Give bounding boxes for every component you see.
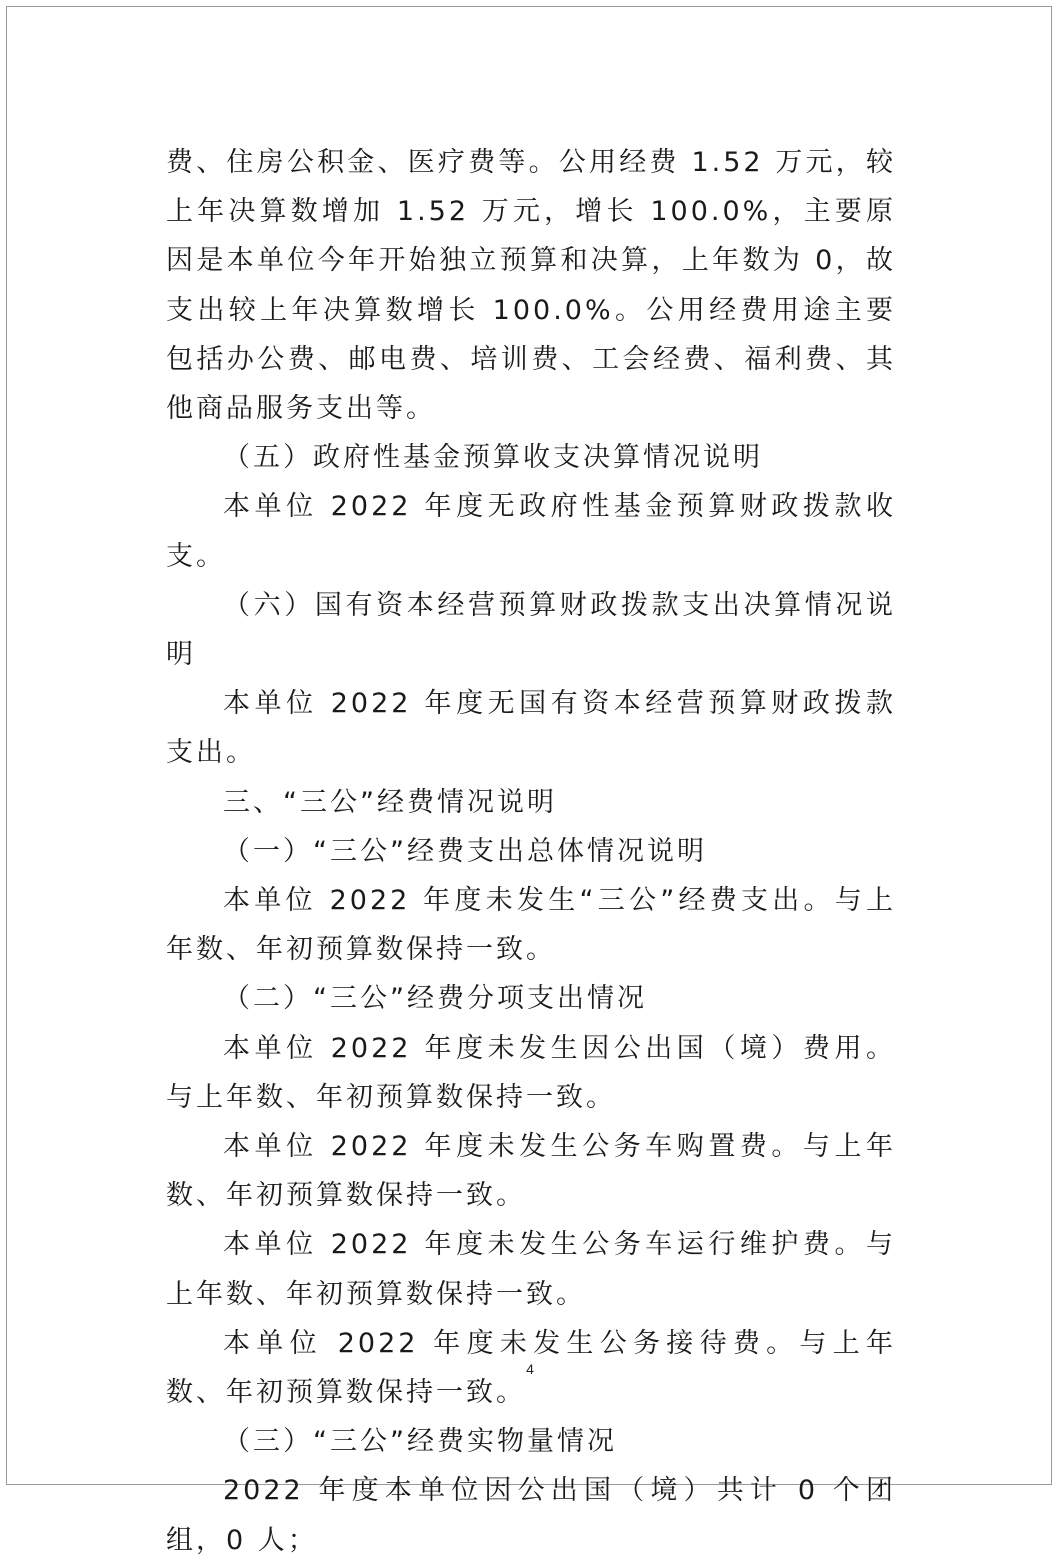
paragraph-vehicle-purchase: 本单位 2022 年度未发生公务车购置费。与上年数、年初预算数保持一致。 [166, 1131, 896, 1212]
paragraph-public-expenses: 费、住房公积金、医疗费等。公用经费 1.52 万元，较上年决算数增加 1.52 万元，增长 100.0%，主要原因是本单位今年开始独立预算和决算，上年数为 0，故支出较上年决算数增长 100.0%。公用经费用途主要包括办公费、邮电费、培训费、工会经费、福利费、其他商品服务支出等。 [166, 147, 896, 425]
paragraph-government-fund: 本单位 2022 年度无政府性基金预算财政拨款收支。 [166, 491, 896, 572]
paragraph-vehicle-maintenance: 本单位 2022 年度未发生公务车运行维护费。与上年数、年初预算数保持一致。 [166, 1229, 896, 1310]
heading-government-fund: （五）政府性基金预算收支决算情况说明 [223, 442, 763, 474]
heading-physical-quantity: （三）“三公”经费实物量情况 [223, 1426, 617, 1458]
heading-three-public: 三、“三公”经费情况说明 [223, 786, 557, 818]
paragraph-physical-quantity: 2022 年度本单位因公出国（境）共计 0 个团组，0 人； [166, 1475, 896, 1556]
heading-three-public-itemized: （二）“三公”经费分项支出情况 [223, 983, 647, 1015]
paragraph-reception: 本单位 2022 年度未发生公务接待费。与上年数、年初预算数保持一致。 [166, 1327, 896, 1409]
paragraph-state-capital: 本单位 2022 年度无国有资本经营预算财政拨款支出。 [166, 688, 896, 769]
heading-three-public-overall: （一）“三公”经费支出总体情况说明 [223, 835, 707, 867]
page-number: 4 [526, 1361, 534, 1377]
paragraph-overseas-travel: 本单位 2022 年度未发生因公出国（境）费用。与上年数、年初预算数保持一致。 [166, 1032, 896, 1113]
heading-state-capital: （六）国有资本经营预算财政拨款支出决算情况说明 [166, 589, 896, 671]
paragraph-three-public-overall: 本单位 2022 年度未发生“三公”经费支出。与上年数、年初预算数保持一致。 [166, 885, 896, 966]
document-body [166, 138, 896, 1565]
